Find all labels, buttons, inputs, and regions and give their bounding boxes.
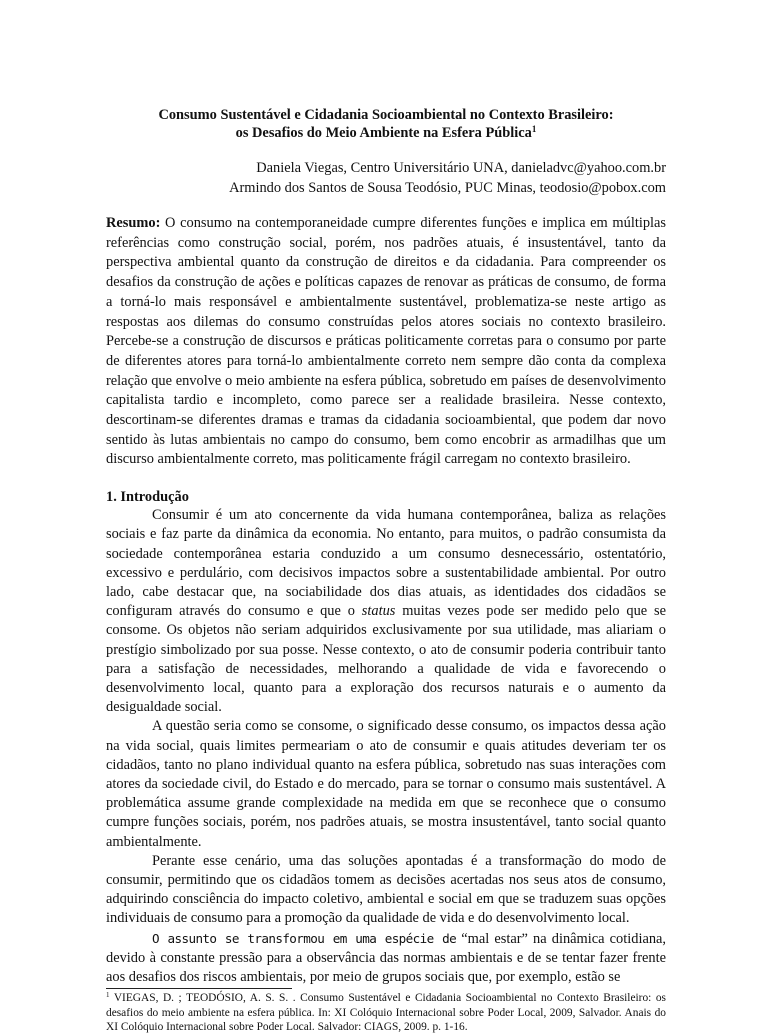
intro-p4-rest: “mal estar” na dinâmica cotidiana, devido à constante pressão para a observância das normas ambientais e de se tentar fazer frente aos desafios dos riscos ambientais, por meio de grupos sociais que, por exemplo, estão se [106,930,667,986]
title-line-2-text: os Desafios do Meio Ambiente na Esfera Pública [235,125,532,141]
intro-paragraph-2: A questão seria como se consome, o significado desse consumo, os impactos dessa ação na vida social, quais limites permeariam o ato de consumir e quais atitudes deveriam ter os cidadãos, tanto no plano individual quanto na esfera pública, sobretudo nas suas interações com atores da sociedade civil, do Estado e do mercado, para se tornar o consumo mais sustentável. A problemática assume grande complexidade na medida em que se reconhece que o consumo cumpre funções sociais, porém, nos padrões atuais, se mostra insustentável, tanto social quanto ambientalmente. [106,718,666,850]
title-footnote-mark: 1 [531,124,537,134]
paper-title [106,106,666,142]
footnote [106,991,666,1035]
intro-p4-mono: O assunto se transformou em uma espécie de [152,930,457,946]
intro-paragraph-4 [106,929,666,988]
section-heading-introduction: 1. Introdução [106,489,189,506]
intro-p1-before: Consumir é um ato concernente da vida humana contemporânea, baliza as relações sociais e faz parte da dinâmica da economia. No entanto, para muitos, o padrão consumista da sociedade contemporânea estaria conduzido a um consumo desnecessário, ostentatório, excessivo e perdulário, com decisivos impactos sobre a sustentabilidade ambiental. Por outro lado, cabe destacar que, na sociabilidade dos dias atuais, as identidades dos cidadãos se configuram através do consumo e que o [106,507,666,620]
abstract [106,214,666,470]
footnote-divider [106,988,292,989]
author-2: Armindo dos Santos de Sousa Teodósio, PUC Minas, teodosio@pobox.com [229,180,666,196]
author-1: Daniela Viegas, Centro Universitário UNA, danieladvc@yahoo.com.br [256,160,666,176]
intro-p1-after: muitas vezes pode ser medido pelo que se consome. Os objetos não seriam adquiridos exclusivamente por sua utilidade, mas aliariam o prestígio simbolizado por sua posse. Nesse contexto, o ato de consumir poderia contribuir tanto para a satisfação de necessidades, melhorando a qualidade de vida e favorecendo o desenvolvimento local, quanto para a exploração dos recursos naturais e o aumento da desigualdade social. [106,603,666,716]
author-list [106,158,666,198]
abstract-label: Resumo: [106,215,161,231]
intro-paragraph-3: Perante esse cenário, uma das soluções apontadas é a transformação do modo de consumir, permitindo que os cidadãos tomem as decisões acertadas nos seus atos de consumo, adquirindo consciência do impacto coletivo, ambiental e social em que se traduzem suas opções individuais de consumo para a promoção da qualidade de vida e do desenvolvimento local. [106,852,666,927]
title-line-2 [106,124,666,142]
footnote-mark: 1 [106,991,110,999]
intro-paragraph-1 [106,506,666,717]
footnote-text: VIEGAS, D. ; TEODÓSIO, A. S. S. . Consumo Sustentável e Cidadania Socioambiental no Contexto Brasileiro: os desafios do meio ambiente na esfera pública. In: XI Colóquio Internacional sobre Poder Local, 2009, Salvador. Anais do XI Colóquio Internacional sobre Poder Local. Salvador: CIAGS, 2009. p. 1-16. [106,992,666,1034]
abstract-text: O consumo na contemporaneidade cumpre diferentes funções e implica em múltiplas referências como construção social, porém, nos padrões atuais, é insustentável, tanto da perspectiva ambiental quanto da construção de direitos e da cidadania. Para compreender os desafios da construção de ações e políticas capazes de renovar as práticas de consumo, de forma a torná-lo mais responsável e ambientalmente sustentável, problematiza-se neste artigo as respostas aos dilemas do consumo construídas pelos atores sociais no contexto brasileiro. Percebe-se a construção de discursos e práticas politicamente corretas para o consumo por parte de diferentes atores para torná-lo ambientalmente correto nem sempre dão conta da complexa relação que envolve o meio ambiente na esfera pública, sobretudo em países de desenvolvimento capitalista tardio e incompleto, como parece ser a realidade brasileira. Nesse contexto, descortinam-se diferentes dramas e tramas da cidadania socioambiental, que podem dar novo sentido às lutas ambientais no campo do consumo, bem como encobrir as armadilhas que um discurso ambientalmente correto, mas politicamente frágil carregam no contexto brasileiro. [106,215,666,468]
document-page [106,106,666,987]
intro-p1-italic: status [361,603,396,620]
title-line-1: Consumo Sustentável e Cidadania Socioambiental no Contexto Brasileiro: [158,107,614,123]
